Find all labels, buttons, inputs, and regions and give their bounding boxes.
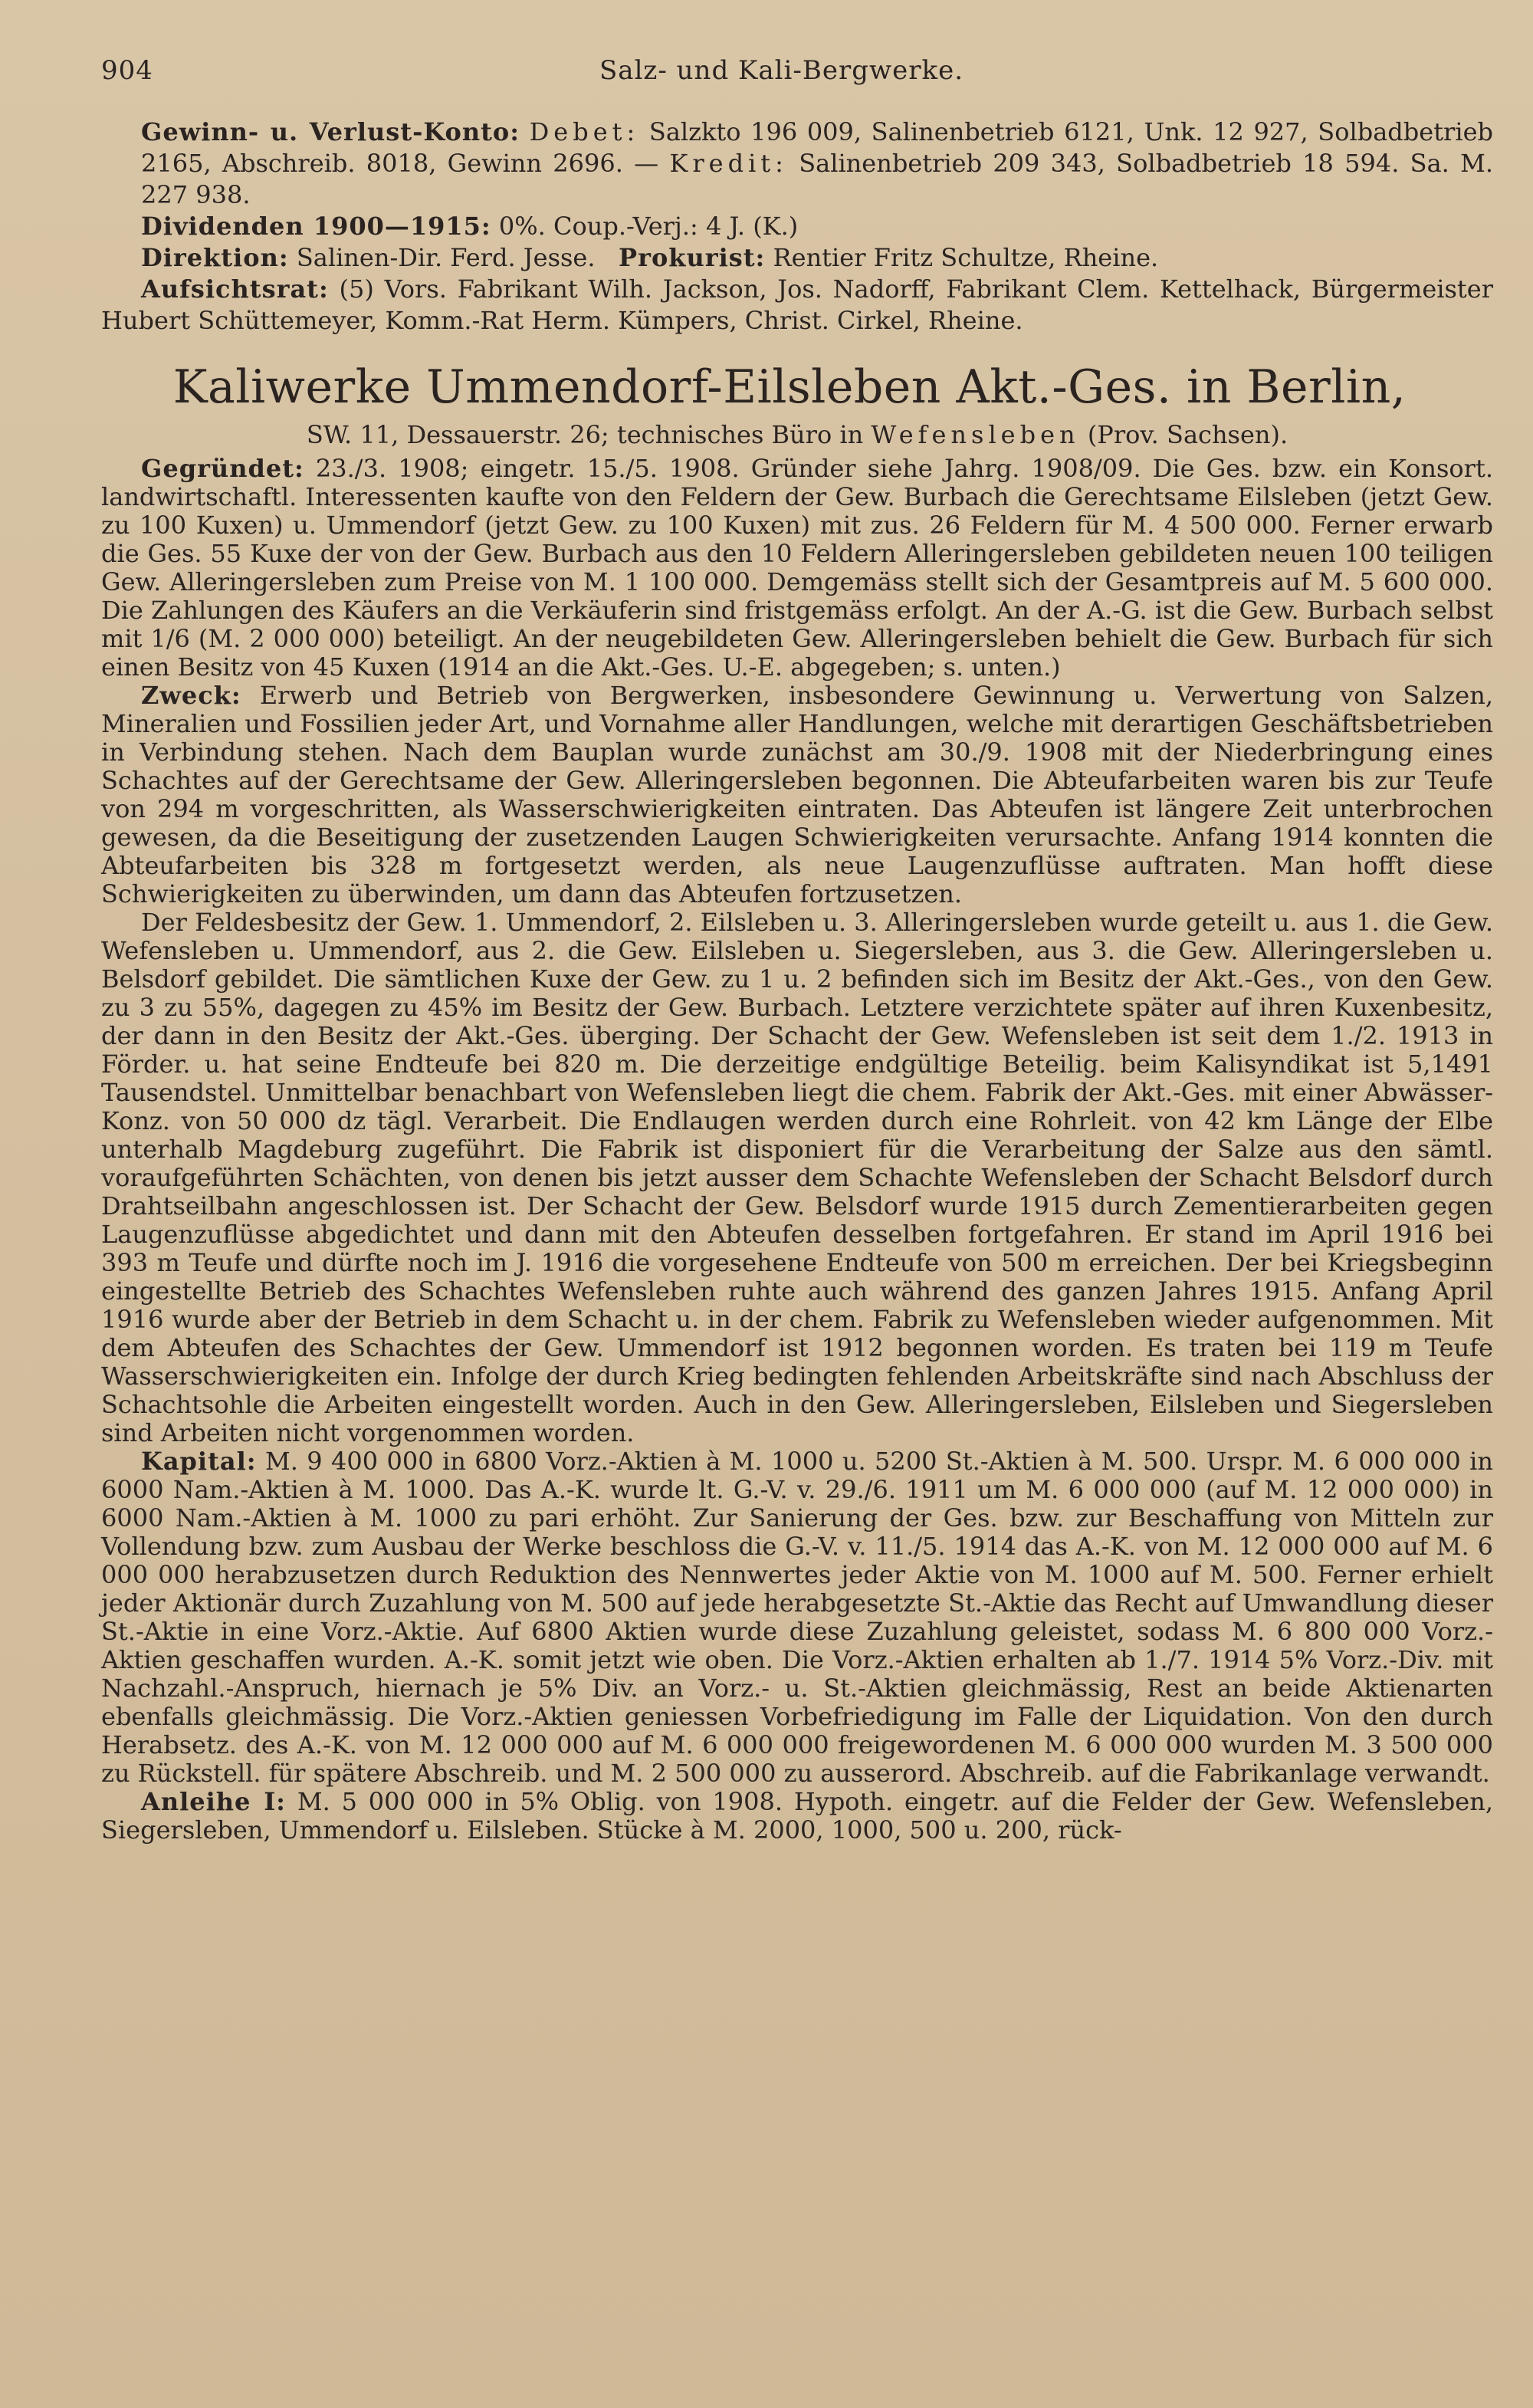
kapital-paragraph [101,1447,1493,1788]
gegruendet-paragraph [101,455,1493,682]
company-body [101,455,1493,1845]
anleihe-label: Anleihe I: [141,1787,286,1816]
zweck-text: Erwerb und Betrieb von Bergwerken, insbesondere Gewinnung u. Verwertung von Salzen, Mineralien und Fossilien jeder Art, und Vornahme aller Handlungen, welche mit derartigen Geschäftsbetrieben in Verbindung stehen. Nach dem Bauplan wurde zunächst am 30./9. 1908 mit der Niederbringung eines Schachtes auf der Gerechtsame der Gew. Alleringersleben begonnen. Die Abteufarbeiten waren bis zur Teufe von 294 m vorgeschritten, als Wasserschwierigkeiten eintraten. Das Abteufen ist längere Zeit unterbrochen gewesen, da die Beseitigung der zusetzenden Laugen Schwierigkeiten verursachte. Anfang 1914 konnten die Abteufarbeiten bis 328 m fortgesetzt werden, als neue Laugenzuflüsse auftraten. Man hofft diese Schwierigkeiten zu überwinden, um dann das Abteufen fortzusetzen. [101,681,1494,908]
dividenden-text: 0%. Coup.-Verj.: 4 J. (K.) [498,212,799,241]
running-title: Salz- und Kali-Bergwerke. [599,55,964,86]
company-title: Kaliwerke Ummendorf-Eilsleben Akt.-Ges. in Berlin, [172,360,1407,414]
debet-label: Debet: [529,117,640,146]
dividenden-label: Dividenden 1900—1915: [141,212,491,241]
address-end: (Prov. Sachsen). [1087,420,1288,449]
direktion-text: Salinen-Dir. Ferd. Jesse. [296,243,596,272]
address-town: Wefensleben [871,420,1080,449]
aufsichtsrat-label: Aufsichtsrat: [141,274,329,304]
kapital-text: M. 9 400 000 in 6800 Vorz.-Aktien à M. 1000 u. 5200 St.-Aktien à M. 500. Urspr. M. 6 000 000 in 6000 Nam.-Aktien à M. 1000. Das A.-K. wurde lt. G.-V. v. 29./6. 1911 um M. 6 000 000 (auf M. 12 000 000) in 6000 Nam.-Aktien à M. 1000 zu pari erhöht. Zur Sanierung der Ges. bzw. zur Beschaffung von Mitteln zur Vollendung bzw. zum Ausbau der Werke beschloss die G.-V. v. 11./5. 1914 das A.-K. von M. 12 000 000 auf M. 6 000 000 herabzusetzen durch Reduktion des Nennwertes jeder Aktie von M. 1000 auf M. 500. Ferner erhielt jeder Aktionär durch Zuzahlung von M. 500 auf jede herabgesetzte St.-Aktie das Recht auf Umwandlung dieser St.-Aktie in eine Vorz.-Aktie. Auf 6800 Aktien wurde diese Zuzahlung geleistet, sodass M. 6 800 000 Vorz.-Aktien geschaffen wurden. A.-K. somit jetzt wie oben. Die Vorz.-Aktien erhalten ab 1./7. 1914 5% Vorz.-Div. mit Nachzahl.-Anspruch, hiernach je 5% Div. an Vorz.- u. St.-Aktien gleichmässig, Rest an beide Aktienarten ebenfalls gleichmässig. Die Vorz.-Aktien geniessen Vorbefriedigung im Falle der Liquidation. Von den durch Herabsetz. des A.-K. von M. 12 000 000 auf M. 6 000 000 freigewordenen M. 6 000 000 wurden M. 3 500 000 zu Rückstell. für spätere Abschreib. und M. 2 500 000 zu ausserord. Abschreib. auf die Fabrikanlage verwandt. [101,1447,1494,1788]
direktion-paragraph [101,242,1493,274]
gv-konto-label: Gewinn- u. Verlust-Konto: [141,117,520,146]
prokurist-text: Rentier Fritz Schultze, Rheine. [773,243,1159,272]
page-number: 904 [101,55,153,86]
kredit-text: Salinenbetrieb 209 343, Solbadbetrieb 18 594. Sa. M. 227 938. [141,149,1494,209]
gegruendet-text: 23./3. 1908; eingetr. 15./5. 1908. Gründer siehe Jahrg. 1908/09. Die Ges. bzw. ein Konsort. landwirtschaftl. Interessenten kaufte von den Feldern der Gew. Burbach die Gerechtsame Eilsleben (jetzt Gew. zu 100 Kuxen) u. Ummendorf (jetzt Gew. zu 100 Kuxen) mit zus. 26 Feldern für M. 4 500 000. Ferner erwarb die Ges. 55 Kuxe der von der Gew. Burbach aus den 10 Feldern Alleringersleben gebildeten neuen 100 teiligen Gew. Alleringersleben zum Preise von M. 1 100 000. Demgemäss stellt sich der Gesamtpreis auf M. 5 600 000. Die Zahlungen des Käufers an die Verkäuferin sind fristgemäss erfolgt. An der A.-G. ist die Gew. Burbach selbst mit 1/6 (M. 2 000 000) beteiligt. An der neugebildeten Gew. Alleringersleben behielt die Gew. Burbach für sich einen Besitz von 45 Kuxen (1914 an die Akt.-Ges. U.-E. abgegeben; s. unten.) [101,454,1494,682]
previous-company-section [101,117,1493,337]
zweck-paragraph [101,682,1493,908]
gegruendet-label: Gegründet: [141,454,304,483]
aufsichtsrat-text: (5) Vors. Fabrikant Wilh. Jackson, Jos. Nadorff, Fabrikant Clem. Kettelhack, Bürgermeister Hubert Schüttemeyer, Komm.-Rat Herm. Kümpers, Christ. Cirkel, Rheine. [101,274,1494,335]
prokurist-label: Prokurist: [619,243,766,272]
gv-konto-paragraph [101,117,1493,211]
page-header [101,55,1493,109]
feldesbesitz-text: Der Feldesbesitz der Gew. 1. Ummendorf, 2. Eilsleben u. 3. Alleringersleben wurde geteilt u. aus 1. die Gew. Wefensleben u. Ummendorf, aus 2. die Gew. Eilsleben u. Siegersleben, aus 3. die Gew. Alleringersleben u. Belsdorf gebildet. Die sämtlichen Kuxe der Gew. zu 1 u. 2 befinden sich im Besitz der Akt.-Ges., von den Gew. zu 3 zu 55%, dagegen zu 45% im Besitz der Gew. Burbach. Letztere verzichtete später auf ihren Kuxenbesitz, der dann in den Besitz der Akt.-Ges. überging. Der Schacht der Gew. Wefensleben ist seit dem 1./2. 1913 in Förder. u. hat seine Endteufe bei 820 m. Die derzeitige endgültige Beteilig. beim Kalisyndikat ist 5,1491 Tausendstel. Unmittelbar benachbart von Wefensleben liegt die chem. Fabrik der Akt.-Ges. mit einer Abwässer-Konz. von 50 000 dz tägl. Verarbeit. Die Endlaugen werden durch eine Rohrleit. von 42 km Länge der Elbe unterhalb Magdeburg zugeführt. Die Fabrik ist disponiert für die Verarbeitung der Salze aus den sämtl. voraufgeführten Schächten, von denen bis jetzt ausser dem Schachte Wefensleben der Schacht Belsdorf durch Drahtseilbahn angeschlossen ist. Der Schacht der Gew. Belsdorf wurde 1915 durch Zementierarbeiten gegen Laugenzuflüsse abgedichtet und dann mit den Abteufen desselben fortgefahren. Er stand im April 1916 bei 393 m Teufe und dürfte noch im J. 1916 die vorgesehene Endteufe von 500 m erreichen. Der bei Kriegsbeginn eingestellte Betrieb des Schachtes Wefensleben ruhte auch während des ganzen Jahres 1915. Anfang April 1916 wurde aber der Betrieb in dem Schacht u. in der chem. Fabrik zu Wefensleben wieder aufgenommen. Mit dem Abteufen des Schachtes der Gew. Ummendorf ist 1912 begonnen worden. Es traten bei 119 m Teufe Wasserschwierigkeiten ein. Infolge der durch Krieg bedingten fehlenden Arbeitskräfte sind nach Abschluss der Schachtsohle die Arbeiten eingestellt worden. Auch in den Gew. Alleringersleben, Eilsleben und Siegersleben sind Arbeiten nicht vorgenommen worden. [101,908,1493,1447]
feldesbesitz-paragraph [101,908,1493,1447]
anleihe-paragraph [101,1788,1493,1845]
anleihe-text: M. 5 000 000 in 5% Oblig. von 1908. Hypoth. eingetr. auf die Felder der Gew. Wefensleben, Siegersleben, Ummendorf u. Eilsleben. Stücke à M. 2000, 1000, 500 u. 200, rück- [101,1787,1494,1845]
kredit-label: Kredit: [669,149,788,178]
kapital-label: Kapital: [141,1447,257,1476]
zweck-label: Zweck: [141,681,241,710]
dividenden-paragraph [101,211,1493,242]
address-start: SW. 11, Dessauerstr. 26; technisches Büro in [306,420,864,449]
debet-text: Salzkto 196 009, Salinenbetrieb 6121, Unk. 12 927, Solbadbetrieb 2165, Abschreib. 8018, Gewinn 2696. — [141,117,1493,178]
aufsichtsrat-paragraph [101,274,1493,337]
company-address [101,419,1493,450]
direktion-label: Direktion: [141,243,289,272]
